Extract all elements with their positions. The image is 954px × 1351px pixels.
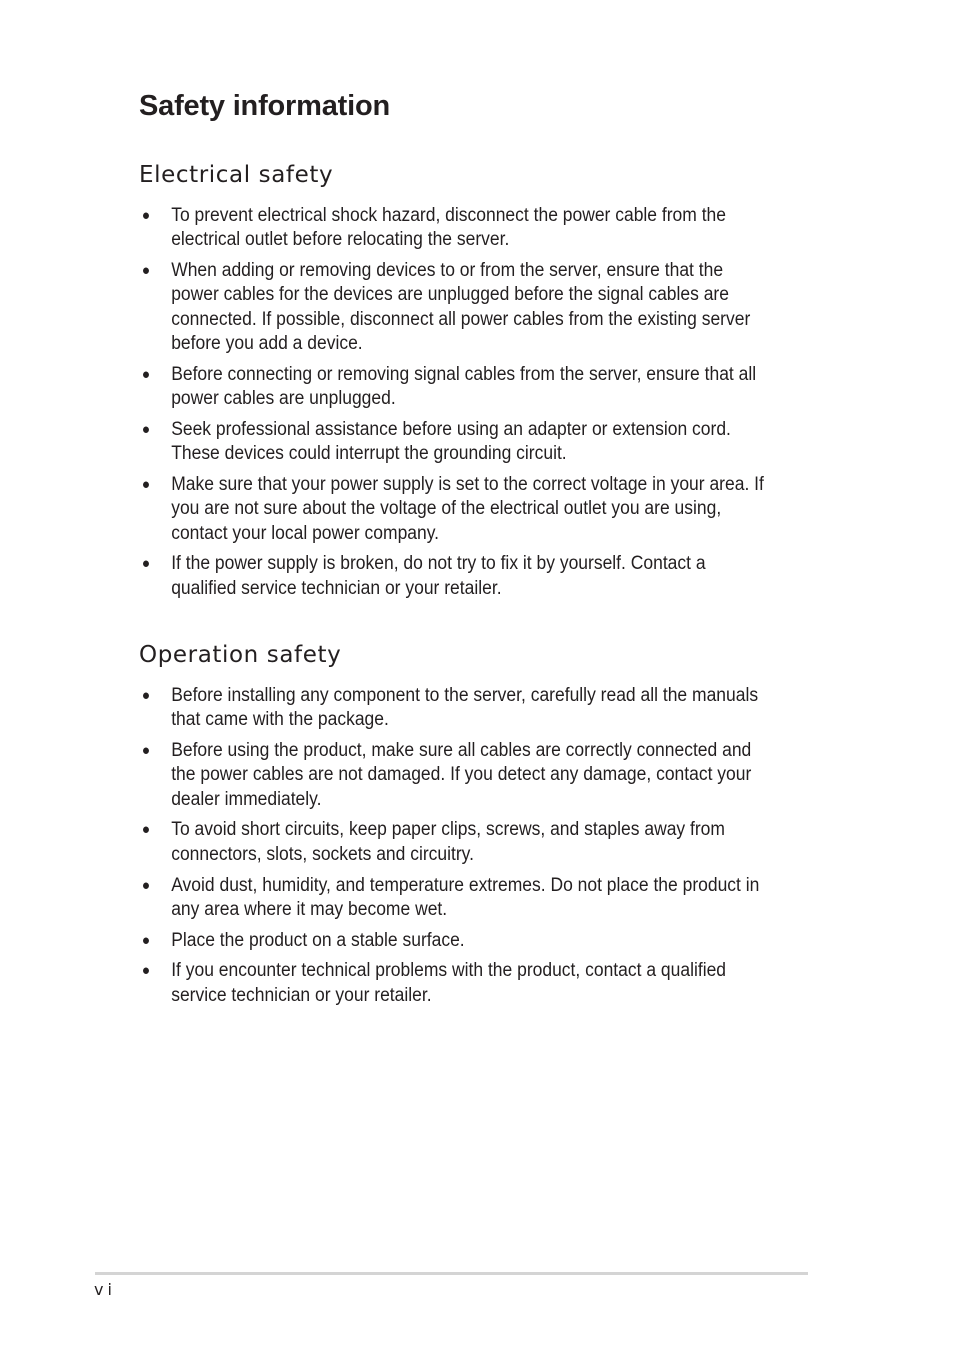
list-item xyxy=(139,929,765,953)
list-item xyxy=(139,552,765,601)
list-item xyxy=(139,818,765,867)
list-item-text: To avoid short circuits, keep paper clips, screws, and staples away from connectors, slots, sockets and circuitry. xyxy=(171,819,725,865)
bullet-icon: ● xyxy=(141,365,151,383)
list-item-text: Avoid dust, humidity, and temperature extremes. Do not place the product in any area where it may become wet. xyxy=(171,874,760,920)
list-item xyxy=(139,874,765,923)
bullet-icon: ● xyxy=(141,555,151,573)
bullet-icon: ● xyxy=(141,207,151,224)
list-item-text: To prevent electrical shock hazard, disconnect the power cable from the electrical outlet before relocating the server. xyxy=(171,205,727,251)
list-item xyxy=(139,259,765,356)
list-item-text: If the power supply is broken, do not try to fix it by yourself. Contact a qualified service technician or your retailer. xyxy=(171,553,706,599)
list-item-text: Before using the product, make sure all cables are correctly connected and the power cables are not damaged. If you detect any damage, contact your dealer immediately. xyxy=(171,740,752,810)
page-number: vi xyxy=(94,1280,116,1299)
list-item-text: When adding or removing devices to or from the server, ensure that the power cables for the devices are unplugged before the signal cables are connected. If possible, disconnect all power cables from the existing server before you add a device. xyxy=(171,260,751,354)
page-title: Safety information xyxy=(139,90,390,122)
section-heading-operation-safety: Operation safety xyxy=(139,642,342,668)
list-item-text: Place the product on a stable surface. xyxy=(171,929,465,951)
list-item-text: Make sure that your power supply is set to the correct voltage in your area. If you are not sure about the voltage of the electrical outlet you are using, contact your local power company. xyxy=(171,473,764,544)
bullet-icon: ● xyxy=(141,687,151,704)
bullet-icon: ● xyxy=(141,876,151,894)
list-item-text: Seek professional assistance before using an adapter or extension cord. These devices could interrupt the grounding circuit. xyxy=(171,418,731,465)
list-item xyxy=(139,363,765,412)
section-heading-electrical-safety: Electrical safety xyxy=(139,162,334,188)
bullet-icon: ● xyxy=(141,742,151,760)
bullet-icon: ● xyxy=(141,475,151,493)
bullet-icon: ● xyxy=(141,262,151,280)
list-item xyxy=(139,684,765,733)
list-item xyxy=(139,473,765,546)
list-item xyxy=(139,204,765,253)
footer-divider xyxy=(95,1272,808,1275)
operation-safety-list xyxy=(139,684,765,1015)
bullet-icon: ● xyxy=(141,821,151,839)
list-item-text: Before connecting or removing signal cables from the server, ensure that all power cables are unplugged. xyxy=(171,363,757,410)
list-item-text: If you encounter technical problems with the product, contact a qualified service technician or your retailer. xyxy=(171,960,727,1006)
list-item xyxy=(139,739,765,812)
electrical-safety-list xyxy=(139,204,765,607)
bullet-icon: ● xyxy=(141,420,151,438)
list-item xyxy=(139,959,765,1008)
list-item xyxy=(139,418,765,467)
bullet-icon: ● xyxy=(141,931,151,949)
list-item-text: Before installing any component to the server, carefully read all the manuals that came with the package. xyxy=(171,685,759,731)
bullet-icon: ● xyxy=(141,962,151,980)
